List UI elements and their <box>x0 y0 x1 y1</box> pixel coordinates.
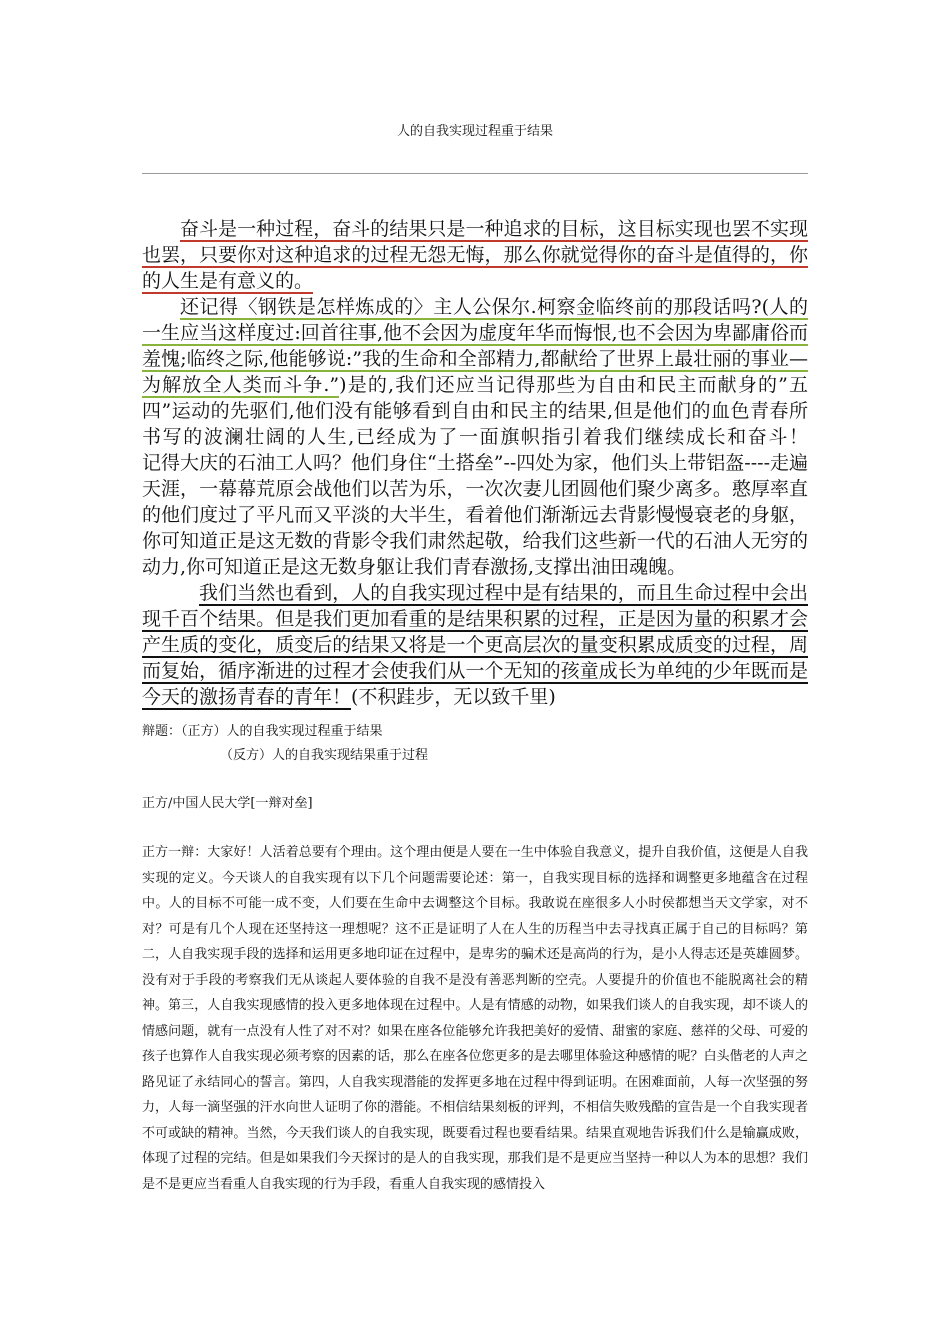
proverb-text: (不积跬步，无以致千里) <box>351 686 556 708</box>
underlined-quote-green: 人的一生应当这样度过:回首往事,他不会因为虚度年华而悔恨,也不会因为卑鄙庸俗而羞愧;临终之际,他能够说:”我的生命和全部精力,都献给了世界上最壮丽的事业—为解放全人类而斗争.” <box>142 296 808 396</box>
essay-paragraph-1 <box>142 216 808 294</box>
essay-paragraph-2 <box>142 294 847 580</box>
essay-text: )是的,我们还应当记得那些为自由和民主而献身的”五四”运动的先驱们,他们没有能够看到自由和民主的结果,但是他们的血色青春所书写的波澜壮阔的人生,已经成为了一面旗帜指引着我们继续成长和奋斗！ 记得大庆的石油工人吗？他们身住“土搭垒”--四处为家，他们头上带铝盔----走遍天涯，一幕幕荒原会战他们以苦为乐，一次次妻儿团圆他们聚少离多。憨厚率直的他们度过了平凡而又平淡的大半生，看着他们渐渐远去背影慢慢衰老的身躯，你可知道正是这无数的背影令我们肃然起敬，给我们这些新一代的石油人无穷的动力,你可知道正是这无数身躯让我们青春激扬,支撑出油田魂魄。 <box>142 374 847 578</box>
essay-body <box>142 216 847 710</box>
debate-topic-pro: 辩题：（正方）人的自我实现过程重于结果 <box>142 724 383 739</box>
debate-section <box>142 720 808 1197</box>
spacer <box>142 768 808 792</box>
underlined-text-black: 我们当然也看到，人的自我实现过程中是有结果的，而且生命过程中会出现千百个结果。但是我们更加看重的是结果积累的过程，正是因为量的积累才会产生质的变化，质变后的结果又将是一个更高层次的量变积累成质变的过程，周而复始，循序渐进的过程才会使我们从一个无知的孩童成长为单纯的少年既而是今天的激扬青春的青年！ <box>142 582 808 708</box>
spacer <box>142 816 808 840</box>
underlined-text-red: 奋斗是一种过程，奋斗的结果只是一种追求的目标，这目标实现也罢不实现也罢，只要你对这种追求的过程无怨无悔，那么你就觉得你的奋斗是值得的，你的人生是有意义的。 <box>142 218 808 292</box>
debate-team: 正方/中国人民大学[一辩对垒] <box>142 796 313 811</box>
header-divider <box>142 173 808 174</box>
essay-paragraph-3 <box>142 580 808 710</box>
page-title: 人的自我实现过程重于结果 <box>396 124 553 139</box>
underlined-text-green: 还记得〈钢铁是怎样炼成的〉主人公保尔.柯察金临终前的那段话吗?( <box>180 296 770 318</box>
debate-speech: 正方一辩：大家好！人活着总要有个理由。这个理由便是人要在一生中体验自我意义，提升自我价值，这便是人自我实现的定义。今天谈人的自我实现有以下几个问题需要论述：第一，自我实现目标的选择和调整更多地蕴含在过程中。人的目标不可能一成不变，人们要在生命中去调整这个目标。我敢说在座很多人小时侯都想当天文学家，对不对？可是有几个人现在还坚持这一理想呢？这不正是证明了人在人生的历程当中去寻找真正属于自己的目标吗？第二，人自我实现手段的选择和运用更多地印证在过程中，是卑劣的骗术还是高尚的行为，是小人得志还是英雄圆梦。没有对于手段的考察我们无从谈起人要体验的自我不是没有善恶判断的空壳。人要提升的价值也不能脱离社会的精神。第三，人自我实现感情的投入更多地体现在过程中。人是有情感的动物，如果我们谈人的自我实现，却不谈人的情感问题，就有一点没有人性了对不对？如果在座各位能够允许我把美好的爱情、甜蜜的家庭、慈祥的父母、可爱的孩子也算作人自我实现必须考察的因素的话，那么在座各位您更多的是去哪里体验这种感情的呢？白头偕老的人声之路见证了永结同心的誓言。第四，人自我实现潜能的发挥更多地在过程中得到证明。在困难面前，人每一次坚强的努力，人每一滴坚强的汗水向世人证明了你的潜能。不相信结果刻板的评判，不相信失败残酷的宣告是一个自我实现者不可或缺的精神。当然，今天我们谈人的自我实现，既要看过程也要看结果。结果直观地告诉我们什么是输赢成败，体现了过程的完结。但是如果我们今天探讨的是人的自我实现，那我们是不是更应当坚持一种以人为本的思想？我们是不是更应当看重人自我实现的行为手段，看重人自我实现的感情投入 <box>142 845 808 1192</box>
debate-topic-con: （反方）人的自我实现结果重于过程 <box>220 748 429 763</box>
